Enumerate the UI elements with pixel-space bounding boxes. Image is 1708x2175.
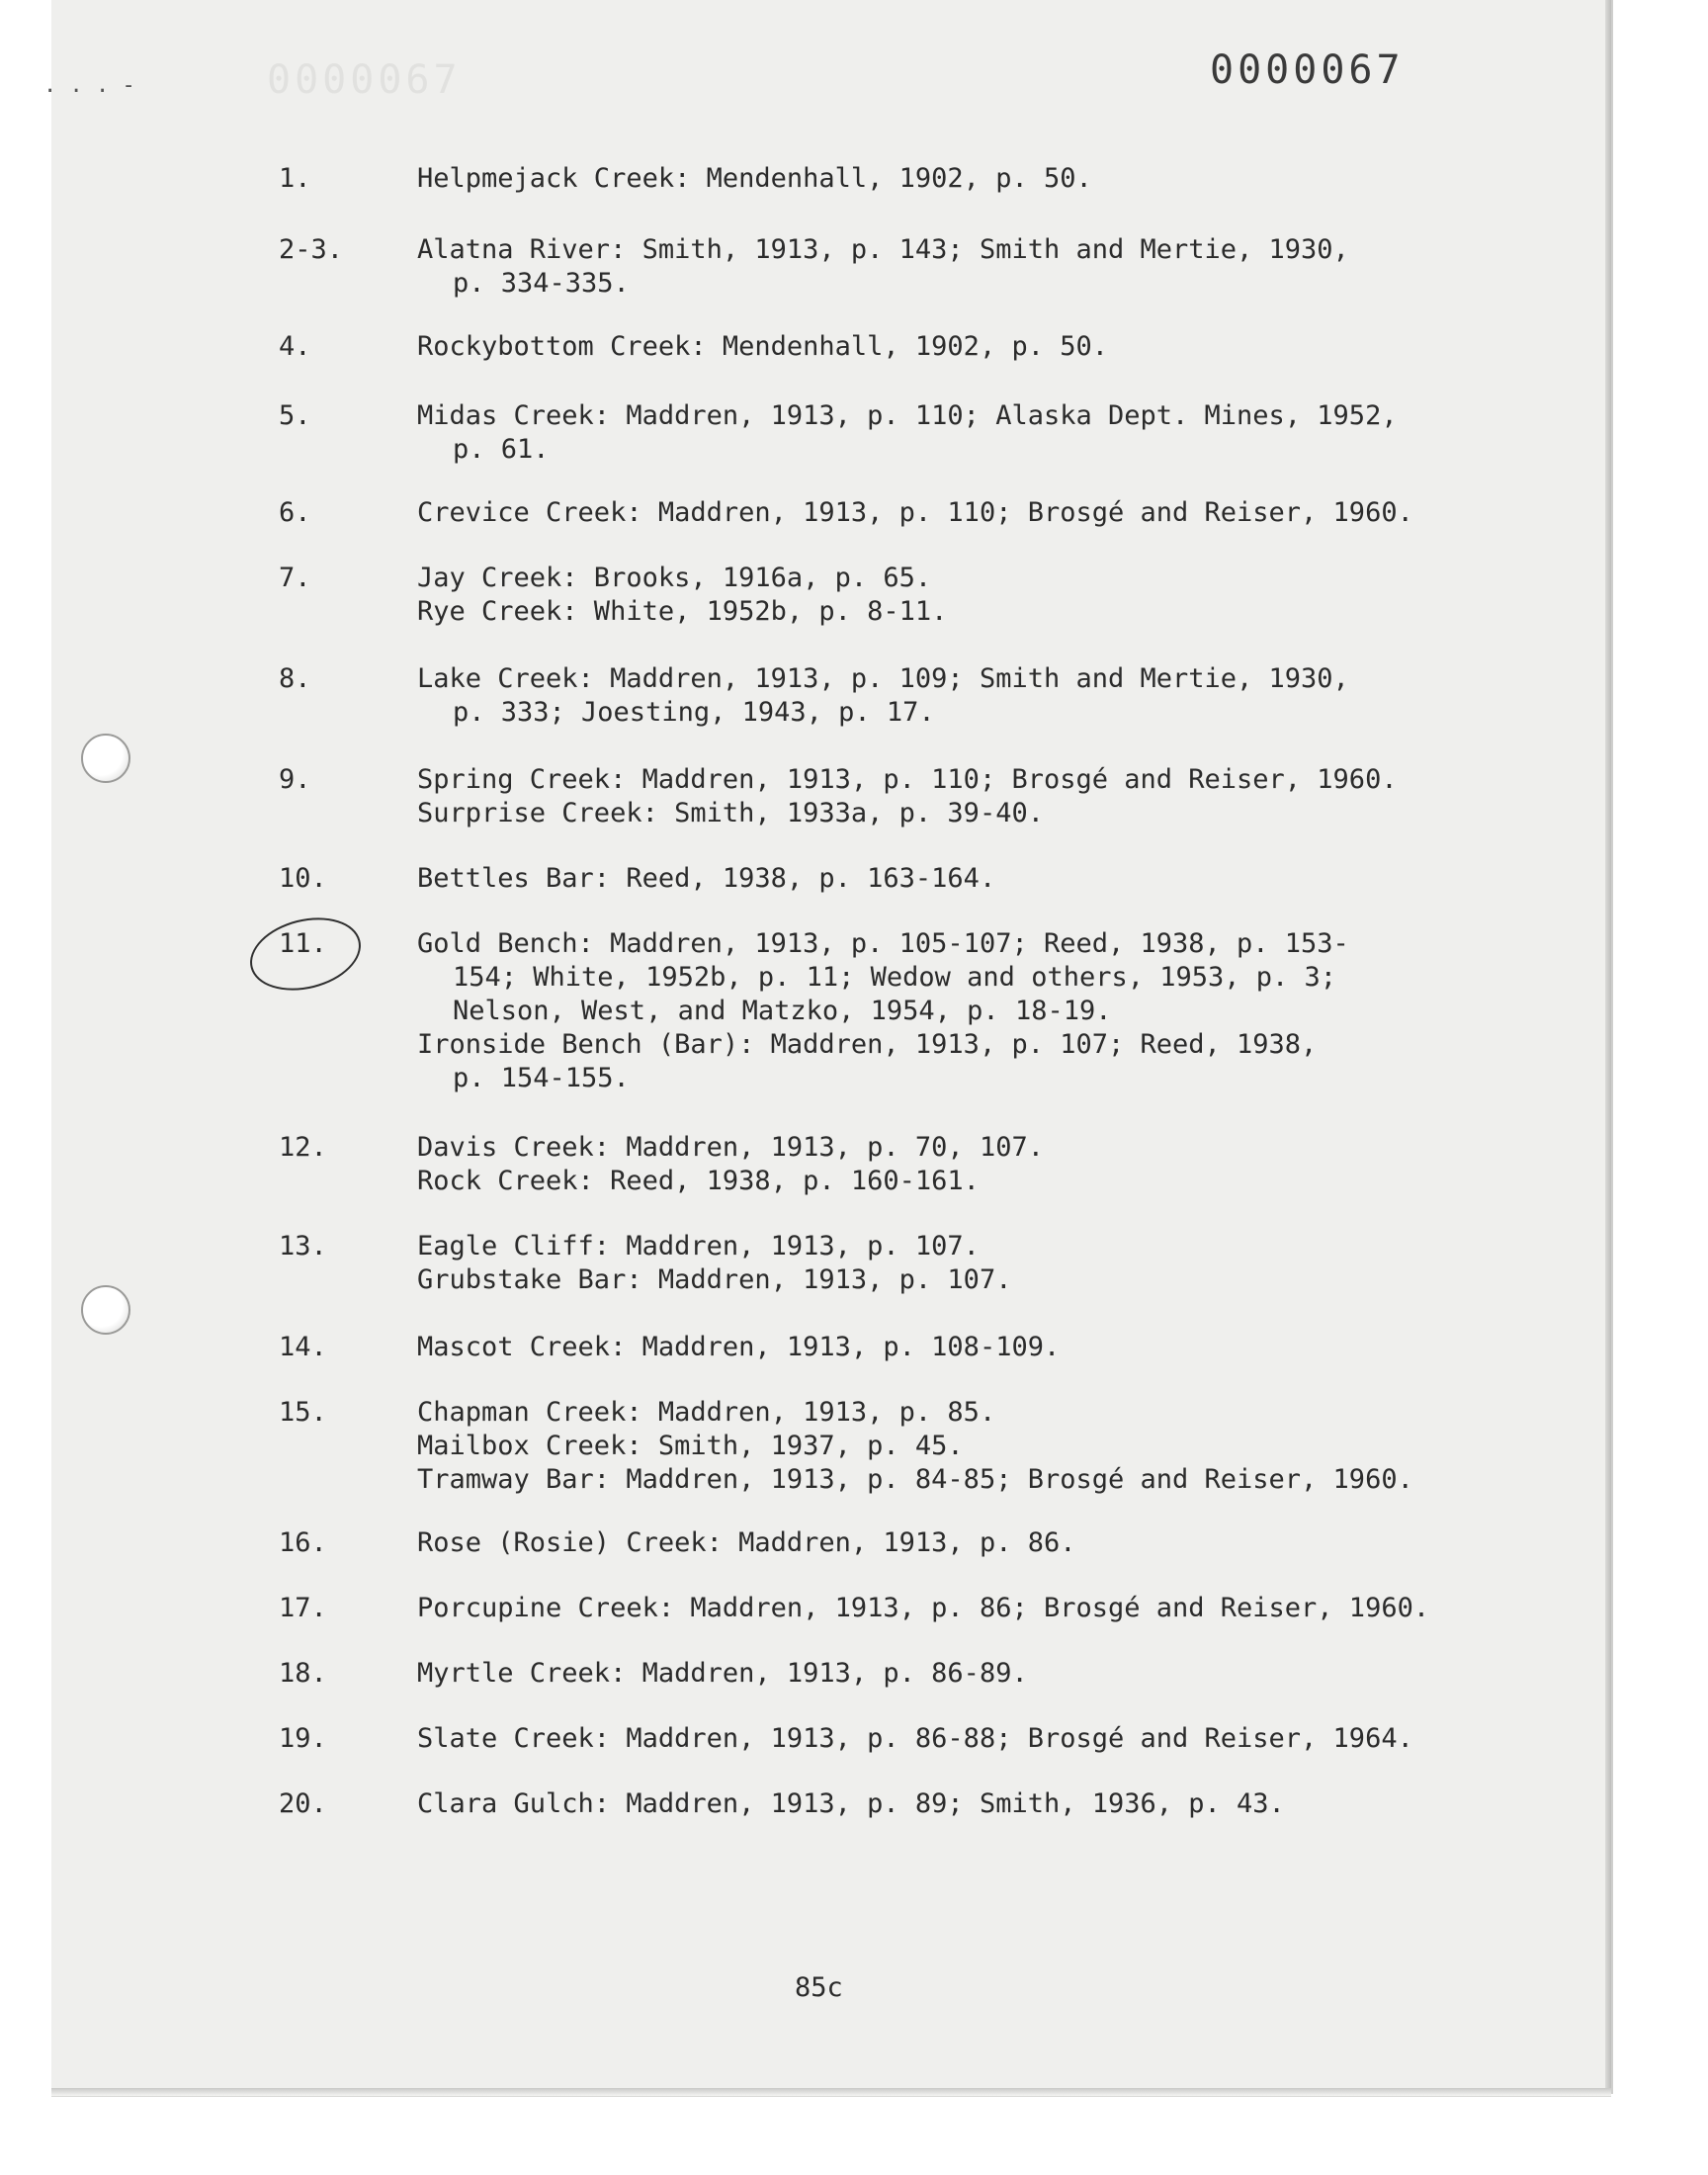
entry-line: Slate Creek: Maddren, 1913, p. 86-88; Brosgé and Reiser, 1964. <box>417 1723 1413 1754</box>
entry-line: p. 333; Joesting, 1943, p. 17. <box>453 697 935 728</box>
entry-line: Ironside Bench (Bar): Maddren, 1913, p. 107; Reed, 1938, <box>417 1029 1318 1060</box>
specks: . . . - <box>43 73 135 98</box>
entry-text <box>417 1657 1485 1691</box>
entry-line: Clara Gulch: Maddren, 1913, p. 89; Smith, 1936, p. 43. <box>417 1788 1285 1819</box>
entry-line: Myrtle Creek: Maddren, 1913, p. 86-89. <box>417 1658 1028 1689</box>
entry-number: 18. <box>279 1658 327 1689</box>
entry-number: 20. <box>279 1788 327 1819</box>
entry-line: p. 61. <box>453 434 550 465</box>
entry-line: Rockybottom Creek: Mendenhall, 1902, p. 50. <box>417 331 1108 362</box>
entry-line: Midas Creek: Maddren, 1913, p. 110; Alaska Dept. Mines, 1952, <box>417 400 1398 431</box>
entry-text <box>417 1230 1485 1297</box>
entry-text <box>417 1787 1485 1821</box>
entry-line: Lake Creek: Maddren, 1913, p. 109; Smith and Mertie, 1930, <box>417 663 1349 694</box>
entry-text <box>417 1396 1485 1497</box>
entry-number: 4. <box>279 331 311 362</box>
entry-line: Nelson, West, and Matzko, 1954, p. 18-19. <box>453 996 1112 1026</box>
entry-line: Tramway Bar: Maddren, 1913, p. 84-85; Brosgé and Reiser, 1960. <box>417 1464 1413 1495</box>
entry-line: Rose (Rosie) Creek: Maddren, 1913, p. 86. <box>417 1527 1076 1558</box>
entry-number: 13. <box>279 1231 327 1262</box>
entry-number: 8. <box>279 663 311 694</box>
entry-line: Jay Creek: Brooks, 1916a, p. 65. <box>417 563 932 593</box>
entry-text <box>417 1722 1485 1756</box>
entry-number: 5. <box>279 400 311 431</box>
punch-hole <box>81 734 130 783</box>
entry-text <box>417 1592 1485 1625</box>
entry-text <box>417 763 1485 830</box>
entry-line: p. 334-335. <box>453 268 630 299</box>
sheet-edge-bottom <box>51 2088 1611 2096</box>
entry-line: Helpmejack Creek: Mendenhall, 1902, p. 50. <box>417 163 1092 194</box>
entry-number: 11. <box>279 928 327 959</box>
entry-line: Rock Creek: Reed, 1938, p. 160-161. <box>417 1166 980 1196</box>
entry-line: Bettles Bar: Reed, 1938, p. 163-164. <box>417 863 996 894</box>
entry-number: 12. <box>279 1132 327 1163</box>
page-number: 85c <box>795 1972 843 2003</box>
entry-number: 7. <box>279 563 311 593</box>
entry-text <box>417 927 1485 1095</box>
entry-number: 15. <box>279 1397 327 1428</box>
entry-text <box>417 1331 1485 1364</box>
entry-line: Gold Bench: Maddren, 1913, p. 105-107; Reed, 1938, p. 153- <box>417 928 1349 959</box>
entry-number: 1. <box>279 163 311 194</box>
entry-text <box>417 162 1485 196</box>
entry-text <box>417 1526 1485 1560</box>
entry-line: Chapman Creek: Maddren, 1913, p. 85. <box>417 1397 996 1428</box>
entry-text <box>417 662 1485 730</box>
entry-number: 19. <box>279 1723 327 1754</box>
entry-line: Grubstake Bar: Maddren, 1913, p. 107. <box>417 1264 1012 1295</box>
entry-line: Mailbox Creek: Smith, 1937, p. 45. <box>417 1431 964 1461</box>
entry-text <box>417 496 1485 530</box>
entry-text <box>417 330 1485 364</box>
entry-number: 9. <box>279 764 311 795</box>
entry-text <box>417 233 1485 301</box>
entry-number: 14. <box>279 1332 327 1362</box>
entry-line: Eagle Cliff: Maddren, 1913, p. 107. <box>417 1231 980 1262</box>
entry-text <box>417 1131 1485 1198</box>
entry-number: 17. <box>279 1593 327 1623</box>
entry-line: p. 154-155. <box>453 1063 630 1093</box>
entry-number: 16. <box>279 1527 327 1558</box>
entry-line: Crevice Creek: Maddren, 1913, p. 110; Brosgé and Reiser, 1960. <box>417 497 1413 528</box>
entry-line: 154; White, 1952b, p. 11; Wedow and others, 1953, p. 3; <box>453 962 1337 993</box>
ghost-page-id: 0000067 <box>267 57 462 103</box>
entry-line: Davis Creek: Maddren, 1913, p. 70, 107. <box>417 1132 1044 1163</box>
sheet-edge-right <box>1605 0 1611 2094</box>
entry-line: Spring Creek: Maddren, 1913, p. 110; Brosgé and Reiser, 1960. <box>417 764 1398 795</box>
entry-text <box>417 562 1485 629</box>
punch-hole <box>81 1285 130 1335</box>
entry-number: 2-3. <box>279 234 344 265</box>
page-id: 0000067 <box>1210 47 1405 93</box>
entry-line: Rye Creek: White, 1952b, p. 8-11. <box>417 596 948 627</box>
entry-line: Surprise Creek: Smith, 1933a, p. 39-40. <box>417 798 1044 828</box>
entry-text <box>417 399 1485 467</box>
entry-text <box>417 862 1485 896</box>
entry-line: Mascot Creek: Maddren, 1913, p. 108-109. <box>417 1332 1061 1362</box>
entry-number: 10. <box>279 863 327 894</box>
entry-line: Porcupine Creek: Maddren, 1913, p. 86; Brosgé and Reiser, 1960. <box>417 1593 1430 1623</box>
entry-line: Alatna River: Smith, 1913, p. 143; Smith and Mertie, 1930, <box>417 234 1349 265</box>
entry-number: 6. <box>279 497 311 528</box>
